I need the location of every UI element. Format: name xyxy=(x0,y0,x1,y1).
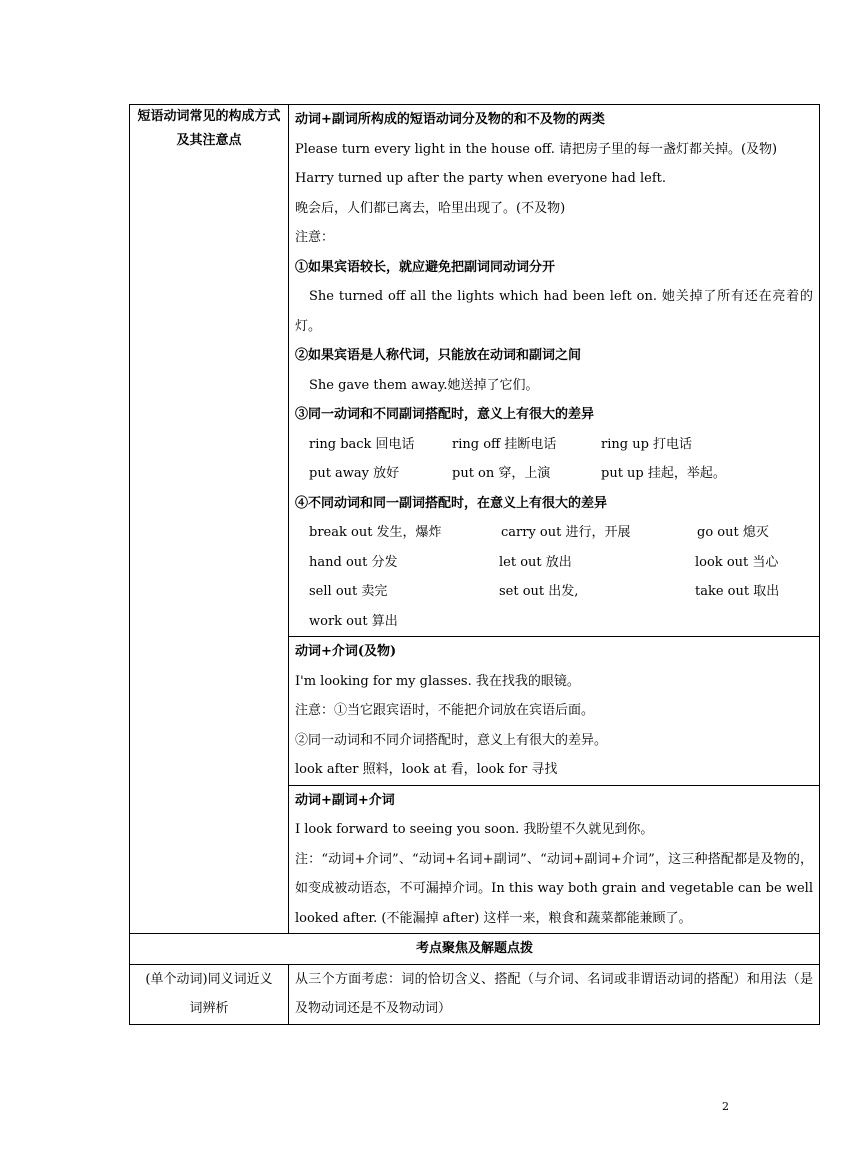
note1-heading: ①如果宾语较长，就应避免把副词同动词分开 xyxy=(295,259,556,275)
phrase-item: set out 出发, xyxy=(499,584,579,599)
example-line: Harry turned up after the party when everyone had left. xyxy=(295,171,666,186)
phrase-item: put on 穿，上演 xyxy=(452,466,551,481)
phrase-row xyxy=(295,607,813,637)
phrase-row xyxy=(295,459,813,489)
phrase-item: hand out 分发 xyxy=(309,554,398,570)
note2-heading: ②如果宾语是人称代词，只能放在动词和副词之间 xyxy=(295,348,582,363)
note-line: 注意：①当它跟宾语时，不能把介词放在宾语后面。 xyxy=(295,703,595,718)
phrase-item: sell out 卖完 xyxy=(309,584,388,599)
section3-cell xyxy=(289,785,820,934)
example-line: I'm looking for my glasses. 我在找我的眼镜。 xyxy=(295,673,580,689)
phrase-item: ring off 挂断电话 xyxy=(452,436,557,452)
table-row xyxy=(130,934,820,965)
row-label: 短语动词常见的构成方式及其注意点 xyxy=(137,109,281,148)
section1-heading: 动词+副词所构成的短语动词分及物的和不及物的两类 xyxy=(295,112,605,127)
phrase-item: go out 熄灭 xyxy=(697,525,769,540)
example-line: 晚会后，人们都已离去，哈里出现了。(不及物) xyxy=(295,200,566,216)
section4-header: 考点聚焦及解题点拨 xyxy=(130,934,820,965)
table-row xyxy=(130,105,820,637)
phrase-row xyxy=(295,430,813,460)
note3-heading: ③同一动词和不同副词搭配时，意义上有很大的差异 xyxy=(295,407,595,422)
example-line: look after 照料，look at 看，look for 寻找 xyxy=(295,762,558,777)
phrase-item: carry out 进行，开展 xyxy=(501,525,631,540)
note2-example: She gave them away.她送掉了它们。 xyxy=(309,377,539,393)
section3-heading: 动词+副词+介词 xyxy=(295,792,395,808)
section2-cell xyxy=(289,637,820,786)
note-paragraph: 注：“动词+介词”、“动词+名词+副词”、“动词+副词+介词”，这三种搭配都是及物的，如变成被动语态，不可漏掉介词。In this way both grain and vegetable can be well looked after. (不能漏掉 after) 这样一来，粮食和蔬菜都能兼顾了。 xyxy=(295,851,813,926)
row-label-cell xyxy=(130,105,289,934)
table-row xyxy=(130,964,820,1024)
section1-cell xyxy=(289,105,820,637)
phrase-item: ring back 回电话 xyxy=(309,436,415,452)
grammar-table xyxy=(129,104,820,1025)
example-line: I look forward to seeing you soon. 我盼望不久就见到你。 xyxy=(295,822,654,837)
phrase-item: put away 放好 xyxy=(309,466,400,481)
note-label: 注意： xyxy=(295,230,335,245)
phrase-item: ring up 打电话 xyxy=(601,436,693,452)
phrase-row xyxy=(295,577,813,607)
phrase-row xyxy=(295,518,813,548)
section4-right: 从三个方面考虑：词的恰切含义、搭配（与介词、名词或非谓语动词的搭配）和用法（是及物动词还是不及物动词） xyxy=(289,964,820,1024)
phrase-item: take out 取出 xyxy=(695,584,780,599)
phrase-item: break out 发生，爆炸 xyxy=(309,525,442,540)
phrase-row xyxy=(295,548,813,578)
example-line: Please turn every light in the house off. 请把房子里的每一盏灯都关掉。(及物) xyxy=(295,141,778,157)
phrase-item: work out 算出 xyxy=(309,613,398,629)
note1-example: She turned off all the lights which had been left on. 她关掉了所有还在亮着的灯。 xyxy=(295,289,813,334)
section2-heading: 动词+介词(及物) xyxy=(295,644,397,659)
phrase-item: let out 放出 xyxy=(499,554,572,570)
phrase-item: look out 当心 xyxy=(695,554,779,570)
note-line: ②同一动词和不同介词搭配时，意义上有很大的差异。 xyxy=(295,732,608,748)
phrase-item: put up 挂起，举起。 xyxy=(601,466,726,481)
page-number: 2 xyxy=(722,1100,729,1113)
note4-heading: ④不同动词和同一副词搭配时，在意义上有很大的差异 xyxy=(295,495,608,511)
section4-left: (单个动词)同义词近义词辨析 xyxy=(130,964,289,1024)
